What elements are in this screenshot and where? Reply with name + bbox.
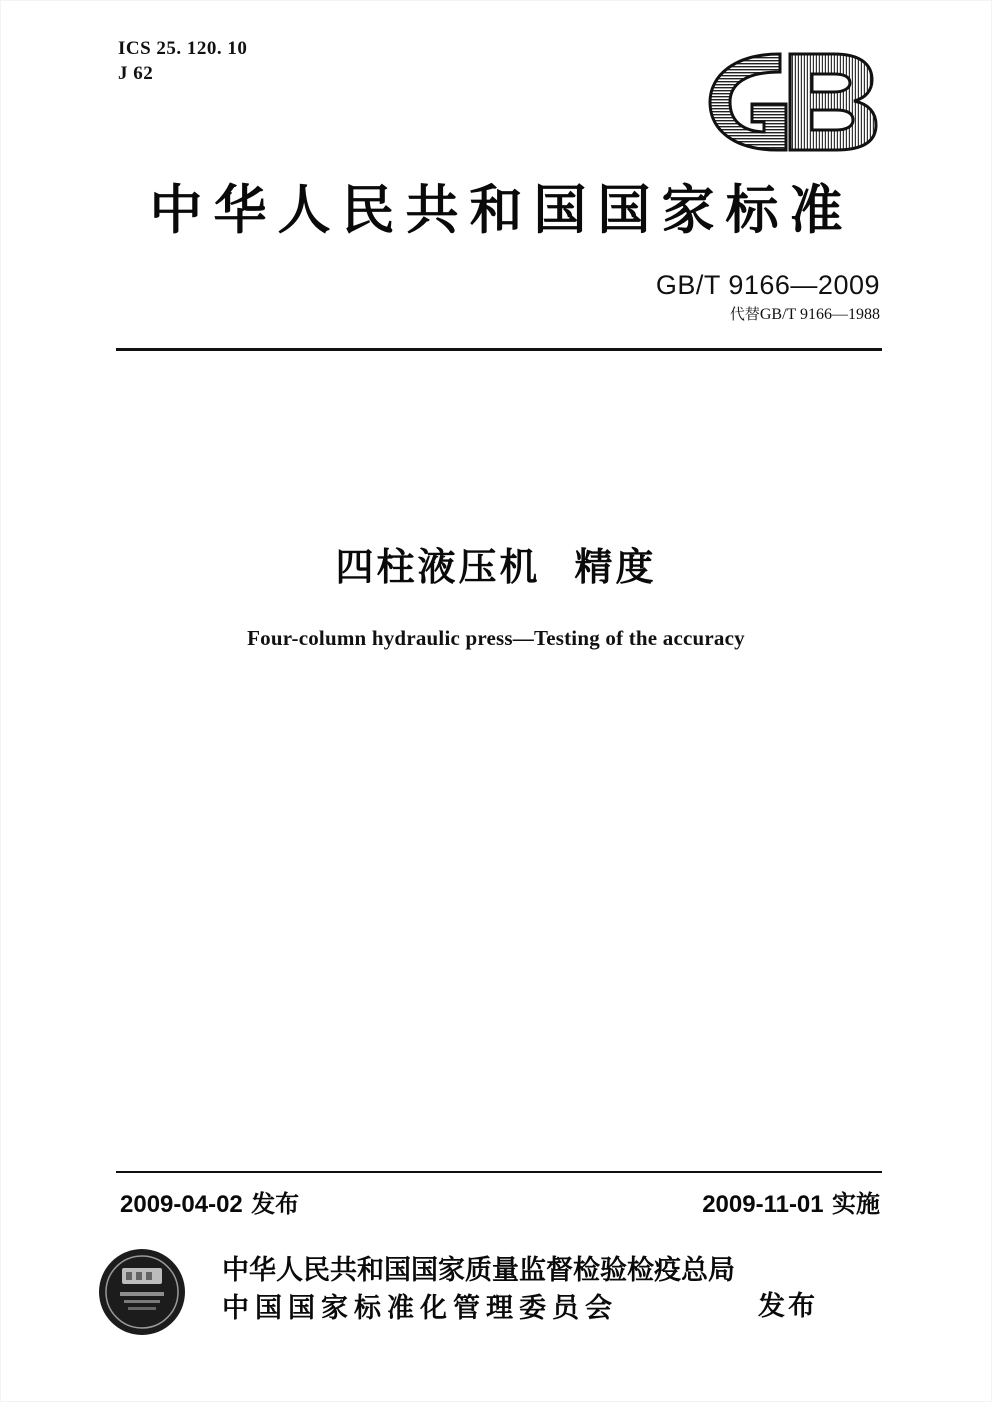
implementation-date-label: 实施	[832, 1190, 880, 1218]
document-title-cn-sub: 精度	[574, 545, 657, 589]
issue-date: 2009-04-02	[120, 1191, 243, 1218]
document-title-en: Four-column hydraulic press—Testing of the accuracy	[247, 626, 745, 650]
implementation-date-block	[702, 1184, 880, 1219]
ccs-code: J 62	[118, 63, 154, 84]
divider-top	[116, 348, 882, 351]
replaces-prefix: 代替	[729, 305, 760, 323]
issuer-line-1: 中华人民共和国国家质量监督检验检疫总局	[222, 1255, 735, 1286]
replaces-number: GB/T 9166—1988	[759, 306, 880, 323]
document-title-cn-main: 四柱液压机	[335, 545, 541, 589]
divider-bottom	[116, 1171, 882, 1173]
gb-logo-icon	[694, 48, 884, 156]
ics-classification-block	[118, 36, 247, 86]
standard-number: GB/T 9166—2009	[655, 270, 880, 300]
replaces-note	[730, 303, 880, 324]
ics-code: ICS 25. 120. 10	[118, 38, 248, 59]
implementation-date: 2009-11-01	[702, 1191, 824, 1218]
publish-label: 发布	[758, 1291, 818, 1322]
issuer-line-2: 中国国家标准化管理委员会	[222, 1293, 618, 1324]
page-title: 中华人民共和国国家标准	[149, 180, 854, 241]
issue-date-block	[120, 1184, 299, 1219]
national-emblem-icon	[98, 1248, 186, 1336]
issue-date-label: 发布	[251, 1190, 300, 1218]
document-title-cn	[0, 536, 992, 591]
issuing-authorities	[222, 1252, 735, 1328]
